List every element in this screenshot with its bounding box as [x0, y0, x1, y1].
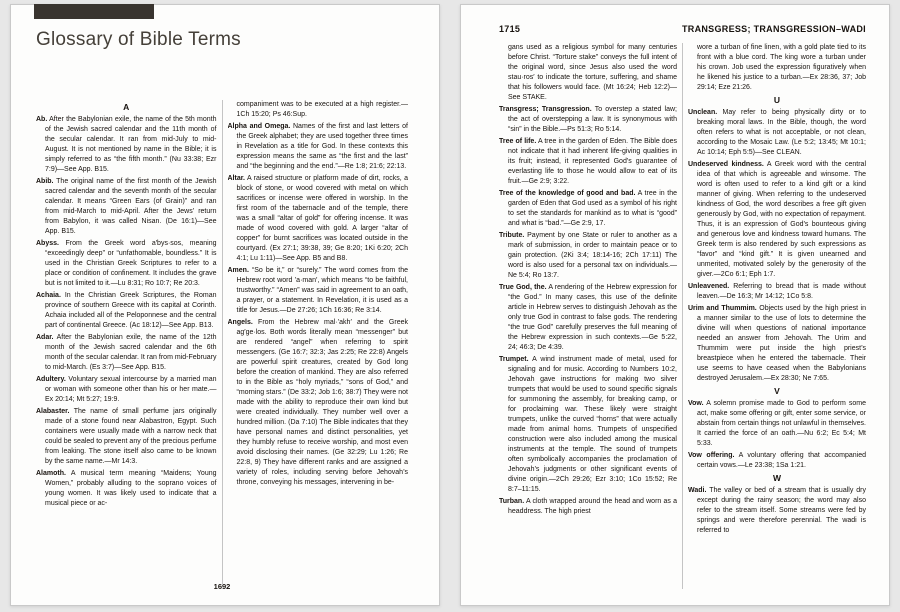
glossary-entry: Vow. A solemn promise made to God to perform some act, make some offering or gift, enter some service, or abstain from certain things not unlawful in themselves. It carried the force of an oath.—Nu 6:2; Ec 5:4; Mt 5:33. [688, 400, 866, 447]
entry-term: Vow offering. [688, 452, 735, 459]
entry-term: Abib. [36, 178, 54, 185]
glossary-entry: Adar. After the Babylonian exile, the name of the 12th month of the Jewish sacred calendar and the 6th month of the secular calendar. It ran from mid-February to mid-March. (Es 3:7)—See App. B15. [36, 334, 217, 371]
glossary-entry: Turban. A cloth wrapped around the head and worn as a headdress. The high priest [499, 498, 677, 515]
entry-term: Alabaster. [36, 408, 70, 415]
page-number: 1715 [499, 24, 521, 34]
right-page-column-2 [688, 43, 866, 589]
entry-term: Alpha and Omega. [227, 123, 291, 130]
glossary-entry: Abyss. From the Greek word a′bys·sos, meaning “exceedingly deep” or “unfathomable, boundless.” It is used in the Christian Greek Scriptures to refer to a place or condition of confinement. It includes the grave but is not limited to it.—Lu 8:31; Ro 10:7; Re 20:3. [36, 240, 217, 287]
entry-term: Transgress; Transgression. [499, 106, 592, 113]
running-header [499, 24, 866, 34]
entry-term: Tree of the knowledge of good and bad. [499, 190, 636, 197]
glossary-entry: Adultery. Voluntary sexual intercourse by a married man or woman with someone other than his or her mate.—Ex 20:14; Mt 5:27; 19:9. [36, 376, 217, 403]
entry-continuation: wore a turban of fine linen, with a gold plate tied to its front with a blue cord. The king wore a turban under his crown. Job used the expression figuratively when he likened his justice to a turban.—Ex 28:36, 37; Job 29:14; Eze 21:26. [697, 44, 866, 91]
entry-term: Tree of life. [499, 138, 537, 145]
entry-term: Abyss. [36, 240, 59, 247]
glossary-entry: Tree of life. A tree in the garden of Eden. The Bible does not indicate that it had inherent life-giving qualities in its fruit; instead, it represented God’s guarantee of everlasting life to those he would allow to eat of its fruit.—Ge 2:9; 3:22. [499, 138, 677, 185]
entry-term: Urim and Thummim. [688, 305, 757, 312]
entry-term: Unleavened. [688, 283, 730, 290]
entry-term: True God, the. [499, 284, 547, 291]
entry-term: Unclean. [688, 109, 718, 116]
glossary-entry: Angels. From the Hebrew mal·’akh′ and the Greek ag′ge·los. Both words literally mean “messenger” but are rendered “angel” when referring to spirit messengers. (Ge 16:7; 32:3; Jas 2:25; Re 22:8) Angels are powerful spirit creatures, created by God long before the creation of mankind. They are also referred to in the Bible as “holy myriads,” “sons of God,” and “morning stars.” (De 33:2; Job 1:6; 38:7) They were not made with the ability to reproduce their own kind but were created individually. They number well over a hundred million. (Da 7:10) The Bible indicates that they have personal names and distinct personalities, yet they humbly refuse to receive worship, and most even avoid disclosing their names. (Ge 32:29; Lu 1:26; Re 22:8, 9) They have different ranks and are assigned a variety of roles, including serving before Jehovah’s throne, conveying his messages, intervening in be- [227, 319, 408, 486]
glossary-entry: Unleavened. Referring to bread that is made without leaven.—De 16:3; Mr 14:12; 1Co 5:8. [688, 283, 866, 300]
column-divider [682, 43, 683, 589]
glossary-entry: Alamoth. A musical term meaning “Maidens; Young Women,” probably alluding to the soprano voices of young women. It was likely used to indicate that a musical piece or ac- [36, 470, 217, 507]
glossary-entry: Altar. A raised structure or platform made of dirt, rocks, a block of stone, or wood covered with metal on which sacrifices or incense were offered in worship. In the first room of the tabernacle and of the temple, there was a small “altar of gold” for offering incense. It was made of wood covered with gold. A larger “altar of copper” for burnt sacrifices was located outside in the courtyard. (Ex 27:1; 39:38, 39; Ge 8:20; 1Ki 6:20; 2Ch 4:1; Lu 1:11)—See App. B5 and B8. [227, 175, 408, 262]
left-page-column-1 [36, 100, 217, 584]
section-heading-a: A [123, 102, 130, 112]
glossary-entry: Trumpet. A wind instrument made of metal, used for signaling and for music. According to Numbers 10:2, Jehovah gave instructions for making two silver trumpets that would be used to sound specific signals for summoning the assembly, for breaking camp, or for proclaiming war. These likely were straight trumpets, unlike the curved “horns” that were actually made from animal horns. Trumpets of unspecified construction were also included among the musical instruments at the temple. The sound of trumpets often symbolically accompanies the proclamation of Jehovah’s judgments or other significant events of divine origin.—2Ch 29:26; Ezr 3:10; 1Co 15:52; Re 8:7–11:15. [499, 356, 677, 493]
column-divider [222, 100, 223, 584]
glossary-entry: Tribute. Payment by one State or ruler to another as a mark of submission, in order to maintain peace or to gain protection. (2Ki 3:4; 18:14-16; 2Ch 17:11) The word is also used for a personal tax on individuals.—Ne 5:4; Ro 13:7. [499, 232, 677, 279]
page-title: Glossary of Bible Terms [36, 29, 241, 50]
glossary-entry: Vow offering. A voluntary offering that accompanied certain vows.—Le 23:38; 1Sa 1:21. [688, 452, 866, 469]
glossary-entry: Unclean. May refer to being physically dirty or to breaking moral laws. In the Bible, though, the word often refers to what is not acceptable, or not clean, according to the Mosaic Law. (Le 5:2; 13:45; Mt 10:1; Ac 10:14; Eph 5:5)—See CLEAN. [688, 109, 866, 156]
glossary-entry: Achaia. In the Christian Greek Scriptures, the Roman province of southern Greece with its capital at Corinth. Achaia included all of the Peloponnese and the central part of continental Greece. (Ac 18:12)—See App. B13. [36, 292, 217, 329]
glossary-entry: Alabaster. The name of small perfume jars originally made of a stone found near Alabastron, Egypt. Such containers were usually made with a narrow neck that could be sealed to prevent any of the precious perfume from leaking. The stone itself also came to be known by the same name.—Mr 14:3. [36, 408, 217, 465]
glossary-entry: Wadi. The valley or bed of a stream that is usually dry except during the rainy season; the word may also refer to the stream itself. Some streams were fed by springs and were therefore perennial. The wadi is referred to [688, 487, 866, 534]
section-heading-u: U [773, 95, 781, 105]
entry-term: Tribute. [499, 232, 525, 239]
left-page-column-2 [228, 100, 409, 584]
glossary-entry: Undeserved kindness. A Greek word with the central idea of that which is agreeable and winsome. The word is often used to refer to a kind gift or a kind manner of giving. When referring to the undeserved kindness of God, the word describes a free gift given generously by God, with no expectation of repayment. Thus, it is an expression of God’s bounteous giving and generous love and kindness toward humans. The Greek term is also rendered by such expressions as “favor” and “kind gift.” It is given unearned and unmerited, motivated solely by the generosity of the giver.—2Co 6:1; Eph 1:7. [688, 161, 866, 278]
left-page-columns [36, 100, 408, 584]
running-title: TRANSGRESS; TRANSGRESSION–WADI [681, 24, 866, 34]
glossary-entry: Abib. The original name of the first month of the Jewish sacred calendar and the seventh month of the secular calendar. It means “Green Ears (of Grain)” and ran from mid-March to mid-April. After the Jews’ return from Babylon, it was called Nisan. (De 16:1)—See App. B15. [36, 178, 217, 235]
section-heading-w: W [772, 473, 782, 483]
entry-term: Achaia. [36, 292, 61, 299]
right-page-columns [499, 43, 866, 589]
section-heading-v: V [774, 386, 780, 396]
page-number: 1692 [213, 582, 231, 591]
entry-term: Adar. [36, 334, 54, 341]
glossary-entry: Tree of the knowledge of good and bad. A tree in the garden of Eden that God used as a symbol of his right to set the standards for mankind as to what is “good” and what is “bad.”—Ge 2:9, 17. [499, 190, 677, 227]
entry-term: Ab. [36, 116, 48, 123]
entry-continuation: gans used as a religious symbol for many centuries before Christ. “Torture stake” conveys the full intent of the original word, since Jesus also used the word stau·ros′ to indicate the torture, suffering, and shame that his followers would face. (Mt 16:24; Heb 12:2)—See STAKE. [508, 44, 677, 101]
glossary-entry: Urim and Thummim. Objects used by the high priest in a manner similar to the use of lots to determine the divine will when questions of national importance needed an answer from Jehovah. The Urim and Thummim were put inside the high priest’s breastpiece when he entered the tabernacle. Their use seems to have ceased when the Babylonians destroyed Jerusalem.—Ex 28:30; Ne 7:65. [688, 305, 866, 382]
entry-term: Turban. [499, 498, 525, 505]
glossary-entry: Alpha and Omega. Names of the first and last letters of the Greek alphabet; they are used together three times in Revelation as a title for God. In these contexts this expression means the same as “the first and the last” and “the beginning and the end.”—Re 1:8; 21:6; 22:13. [227, 123, 408, 170]
glossary-entry: Amen. “So be it,” or “surely.” The word comes from the Hebrew root word ’a·man′, which means “to be faithful, trustworthy.” “Amen” was said in agreement to an oath, a prayer, or a statement. In Revelation, it is used as a title for Jesus.—De 27:26; 1Ch 16:36; Re 3:14. [227, 267, 408, 314]
bookmark-tab [34, 4, 154, 19]
left-page [10, 4, 440, 606]
entry-term: Amen. [227, 267, 249, 274]
entry-term: Altar. [227, 175, 246, 182]
entry-term: Undeserved kindness. [688, 161, 764, 168]
entry-term: Adultery. [36, 376, 66, 383]
glossary-entry: Ab. After the Babylonian exile, the name of the 5th month of the Jewish sacred calendar and the 11th month of the secular calendar. It ran from mid-July to mid-August. It is not mentioned by name in the Bible; it is simply referred to as “the fifth month.” (Nu 33:38; Ezr 7:9)—See App. B15. [36, 116, 217, 173]
glossary-entry: True God, the. A rendering of the Hebrew expression for “the God.” In many cases, this use of the definite article in Hebrew serves to distinguish Jehovah as the only true God in contrast to false gods. The rendering “the true God” carefully preserves the full meaning of the Hebrew expression in such contexts.—Ge 5:22, 24; 46:3; De 4:39. [499, 284, 677, 351]
right-page-column-1 [499, 43, 677, 589]
entry-term: Angels. [227, 319, 253, 326]
right-page [460, 4, 890, 606]
entry-continuation: companiment was to be executed at a high register.—1Ch 15:20; Ps 46:Sup. [236, 101, 408, 118]
entry-term: Wadi. [688, 487, 707, 494]
entry-term: Alamoth. [36, 470, 66, 477]
entry-term: Trumpet. [499, 356, 529, 363]
glossary-entry: Transgress; Transgression. To overstep a stated law; the act of overstepping a law. It is synonymous with “sin” in the Bible.—Ps 51:3; Ro 5:14. [499, 106, 677, 133]
entry-term: Vow. [688, 400, 704, 407]
